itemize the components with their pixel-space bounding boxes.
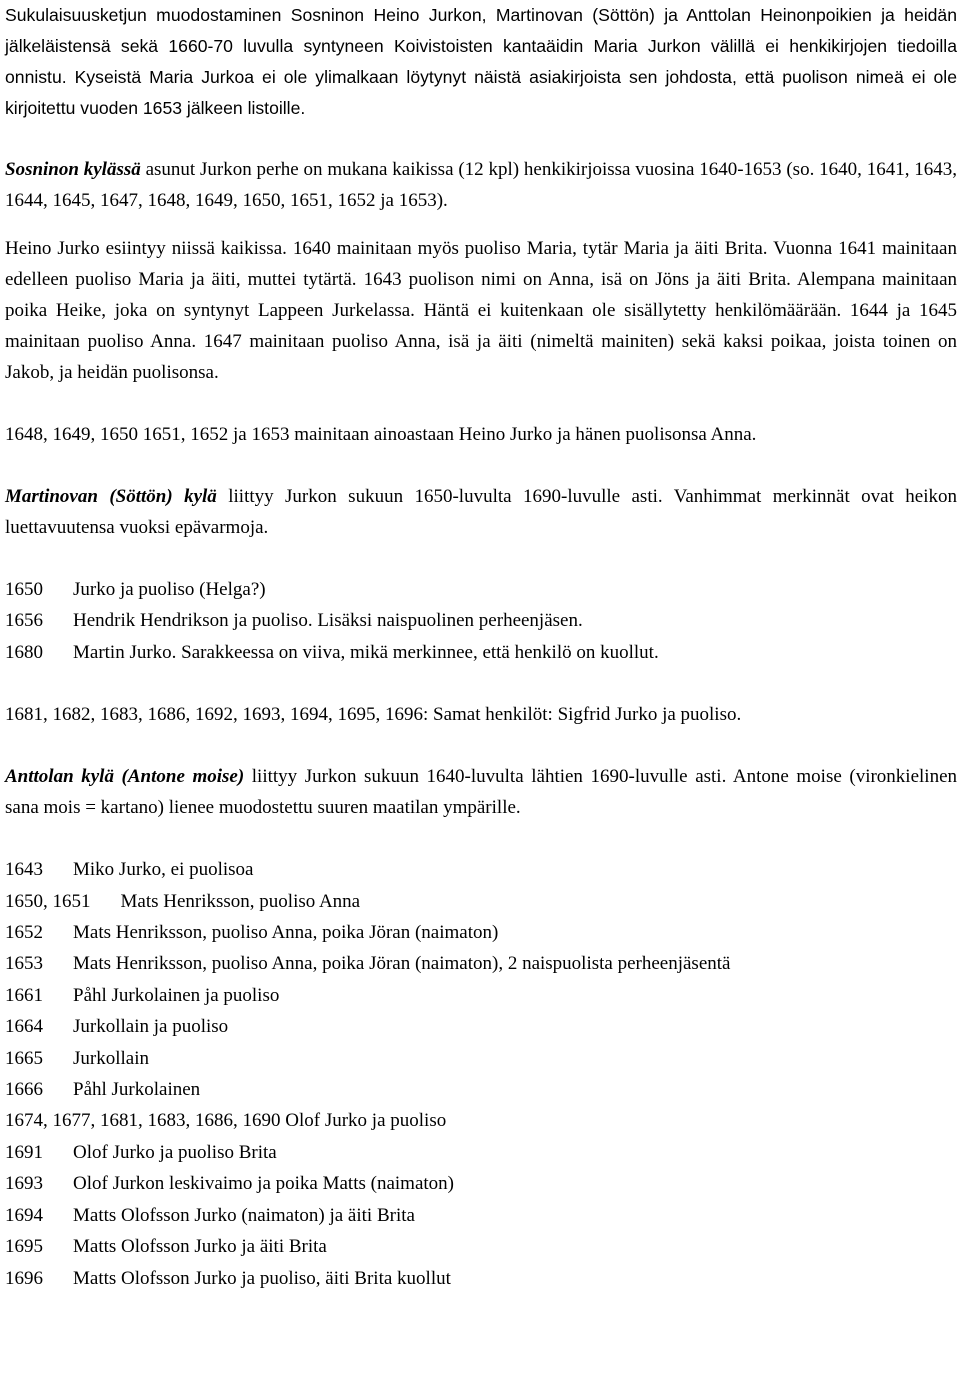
list-year: 1650, 1651 bbox=[5, 890, 91, 912]
list-text: Mats Henriksson, puoliso Anna bbox=[120, 890, 361, 912]
intro-paragraph: Sukulaisuusketjun muodostaminen Sosninon Heino Jurkon, Martinovan (Söttön) ja Anttolan Heinonpoikien ja heidän jälkeläistensä sekä 1660-70 luvulla syntyneen Koivistoisten kantaäidin Maria Jurkon välillä ei henkikirjojen tiedoilla onnistu. Kyseistä Maria Jurkoa ei ole ylimalkaan löytynyt näistä asiakirjoista sen johdosta, että puolison nimeä ei ole kirjoitettu vuoden 1653 jälkeen listoille. bbox=[5, 5, 957, 118]
list-item bbox=[5, 1137, 957, 1168]
martinova-summary: 1681, 1682, 1683, 1686, 1692, 1693, 1694, 1695, 1696: Samat henkilöt: Sigfrid Jurko ja puoliso. bbox=[5, 704, 742, 726]
list-year: 1653 bbox=[5, 953, 43, 975]
list-item bbox=[5, 574, 957, 605]
martinova-paragraph bbox=[5, 481, 957, 543]
list-item bbox=[5, 1231, 957, 1262]
list-text: Påhl Jurkolainen ja puoliso bbox=[73, 984, 280, 1006]
list-year: 1664 bbox=[5, 1016, 43, 1038]
martinova-heading: Martinovan (Söttön) kylä bbox=[5, 486, 217, 507]
list-item bbox=[5, 1074, 957, 1105]
list-item bbox=[5, 1263, 957, 1294]
anttola-heading: Anttolan kylä (Antone moise) bbox=[5, 766, 245, 788]
list-text: Mats Henriksson, puoliso Anna, poika Jöran (naimaton), 2 naispuolista perheenjäsentä bbox=[73, 953, 731, 975]
list-item bbox=[5, 917, 957, 948]
list-year: 1652 bbox=[5, 922, 43, 944]
list-year: 1661 bbox=[5, 984, 43, 1006]
list-text: Miko Jurko, ei puolisoa bbox=[73, 859, 254, 881]
list-item bbox=[5, 1043, 957, 1074]
sosnino-text: asunut Jurkon perhe on mukana kaikissa (12 kpl) henkikirjoissa vuosina 1640-1653 (so. 1640, 1641, 1643, 1644, 1645, 1647, 1648, 1649, 1650, 1651, 1652 ja 1653). bbox=[5, 159, 957, 211]
list-year: 1666 bbox=[5, 1079, 43, 1101]
list-text: Påhl Jurkolainen bbox=[73, 1079, 201, 1101]
anttola-paragraph bbox=[5, 761, 957, 823]
sosnino-paragraph-3: 1648, 1649, 1650 1651, 1652 ja 1653 mainitaan ainoastaan Heino Jurko ja hänen puolisonsa Anna. bbox=[5, 424, 757, 445]
document-page bbox=[5, 0, 957, 1294]
list-year: 1696 bbox=[5, 1267, 43, 1289]
list-item bbox=[5, 1200, 957, 1231]
list-text: Olof Jurkon leskivaimo ja poika Matts (naimaton) bbox=[73, 1173, 454, 1195]
list-year: 1693 bbox=[5, 1173, 43, 1195]
list-year: 1665 bbox=[5, 1047, 43, 1069]
list-year: 1695 bbox=[5, 1236, 43, 1258]
list-item bbox=[5, 1105, 957, 1136]
sosnino-heading: Sosninon kylässä bbox=[5, 159, 141, 180]
list-year: 1680 bbox=[5, 641, 43, 663]
list-item bbox=[5, 854, 957, 885]
list-year: 1656 bbox=[5, 610, 43, 632]
list-text: Olof Jurko ja puoliso bbox=[285, 1110, 447, 1132]
list-item bbox=[5, 605, 957, 636]
list-text: Matts Olofsson Jurko ja puoliso, äiti Brita kuollut bbox=[73, 1267, 451, 1289]
list-item bbox=[5, 948, 957, 979]
list-text: Martin Jurko. Sarakkeessa on viiva, mikä merkinnee, että henkilö on kuollut. bbox=[73, 641, 659, 663]
list-year: 1691 bbox=[5, 1141, 43, 1163]
martinova-text: liittyy Jurkon sukuun 1650-luvulta 1690-luvulle asti. Vanhimmat merkinnät ovat heikon luettavuutensa vuoksi epävarmoja. bbox=[5, 486, 957, 538]
list-text: Matts Olofsson Jurko (naimaton) ja äiti Brita bbox=[73, 1204, 415, 1226]
list-text: Jurko ja puoliso (Helga?) bbox=[73, 579, 266, 600]
sosnino-paragraph-2: Heino Jurko esiintyy niissä kaikissa. 1640 mainitaan myös puoliso Maria, tytär Maria ja äiti Brita. Vuonna 1641 mainitaan edelleen puoliso Maria ja äiti, muttei tytärtä. 1643 puolison nimi on Anna, isä on Jöns ja äiti Brita. Alempana mainitaan poika Heike, joka on syntynyt Lappeen Jurkelassa. Häntä ei kuitenkaan ole sisällytetty henkilömäärään. 1644 ja 1645 mainitaan puoliso Anna. 1647 mainitaan puoliso Anna, isä ja äiti (nimeltä mainiten) sekä kaksi poikaa, joista toinen on Jakob, ja heidän puolisonsa. bbox=[5, 238, 957, 383]
list-year: 1643 bbox=[5, 859, 43, 881]
sosnino-paragraph bbox=[5, 154, 957, 216]
anttola-text: liittyy Jurkon sukuun 1640-luvulta lähtien 1690-luvulle asti. Antone moise (vironkielinen sana mois = kartano) lienee muodostettu suuren maatilan ympärille. bbox=[5, 766, 957, 819]
list-year: 1694 bbox=[5, 1204, 43, 1226]
martinova-list bbox=[5, 574, 957, 668]
list-text: Mats Henriksson, puoliso Anna, poika Jöran (naimaton) bbox=[73, 922, 499, 944]
list-text: Matts Olofsson Jurko ja äiti Brita bbox=[73, 1236, 327, 1258]
list-item bbox=[5, 637, 957, 668]
list-year: 1650 bbox=[5, 579, 43, 600]
list-text: Jurkollain bbox=[73, 1047, 149, 1069]
list-item bbox=[5, 1168, 957, 1199]
list-item bbox=[5, 980, 957, 1011]
list-text: Hendrik Hendrikson ja puoliso. Lisäksi naispuolinen perheenjäsen. bbox=[73, 610, 583, 632]
list-item bbox=[5, 886, 957, 917]
list-text: Olof Jurko ja puoliso Brita bbox=[73, 1141, 277, 1163]
anttola-list bbox=[5, 854, 957, 1294]
list-year: 1674, 1677, 1681, 1683, 1686, 1690 bbox=[5, 1110, 281, 1132]
list-text: Jurkollain ja puoliso bbox=[73, 1016, 229, 1038]
list-item bbox=[5, 1011, 957, 1042]
